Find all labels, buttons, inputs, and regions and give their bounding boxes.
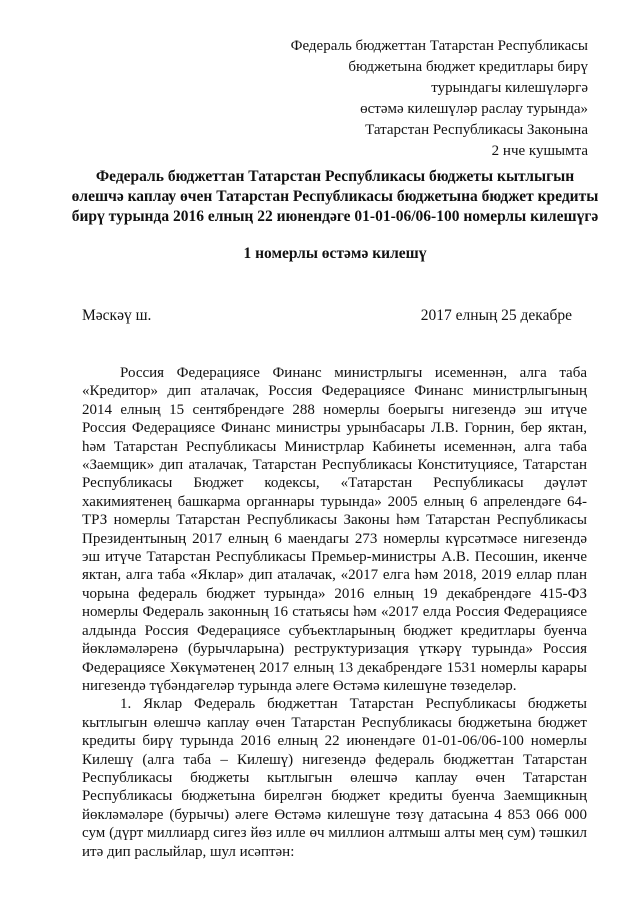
header-line: бюджетына бюджет кредитлары бирү xyxy=(348,59,588,75)
document-subtitle: 1 номерлы өстәмә килешү xyxy=(243,245,427,262)
annex-header xyxy=(291,36,588,162)
header-line: турындагы килешүләргә xyxy=(431,80,588,96)
agreement-body xyxy=(82,364,587,861)
place-of-signing: Мәскәү ш. xyxy=(82,307,152,324)
document-title: Федераль бюджеттан Татарстан Республикасы бюджеты кытлыгын өлешчә каплау өчен Татарстан Республикасы бюджетына бюджет кредиты бирү турында 2016 елның 22 июнендәге 01-01-06/06-100 номерлы килешүгә xyxy=(71,168,599,225)
signing-date: 2017 елның 25 декабре xyxy=(420,307,572,324)
body-paragraph: 1. Яклар Федераль бюджеттан Татарстан Республикасы бюджеты кытлыгын өлешчә каплау өчен Татарстан Республикасы бюджетына бюджет кредиты бирү турында 2016 елның 22 июнендәге 01-01-06/06-100 номерлы Килешү (алга таба – Килешү) нигезендә федераль бюджеттан Татарстан Республикасы бюджеты кытлыгын өлешчә каплау өчен Татарстан Республикасы бюджетына бирелгән бюджет кредиты буенча Заемщикның йөкләмәләре (бурычы) әлеге Өстәмә килешүне төзү датасына 4 853 066 000 сум (дүрт миллиард сигез йөз илле өч миллион алтмыш алты мең сум) тәшкил итә дип раслыйлар, шул исәптән: xyxy=(82,696,587,860)
header-line: 2 нче кушымта xyxy=(491,143,588,159)
header-line: Татарстан Республикасы Законына xyxy=(365,122,588,138)
header-line: өстәмә килешүләр раслау турында» xyxy=(360,101,588,117)
body-paragraph: Россия Федерациясе Финанс министрлыгы исеменнән, алга таба «Кредитор» дип аталачак, Россия Федерациясе Финанс министрлыгының 2014 елның 15 сентябрендәге 288 номерлы боерыгы нигезендә эш итүче Россия Федерациясе Финанс министры урынбасары Л.В. Горнин, бер яктан, һәм Татарстан Республикасы Министрлар Кабинеты исеменнән, алга таба «Заемщик» дип аталачак, Татарстан Республикасы Конституциясе, Татарстан Республикасы Бюджет кодексы, «Татарстан Республикасы дәүләт хакимиятенең башкарма органнары турында» 2005 елның 6 апрелендәге 64-ТРЗ номерлы Татарстан Республикасы Законы һәм Татарстан Республикасы Президентының 2017 елның 6 маендагы 273 номерлы күрсәтмәсе нигезендә эш итүче Татарстан Республикасы Премьер-министры А.В. Песошин, икенче яктан, алга таба «Яклар» дип аталачак, «2017 елга һәм 2018, 2019 еллар план чорына федераль бюджет турында» 2016 елның 19 декабрендәге 415-ФЗ номерлы Федераль законның 16 статьясы һәм «2017 елда Россия Федерациясе алдында Россия Федерациясе субъектларының бюджет кредитлары буенча йөкләмәләренә (бурычларына) реструктуризация үткәрү турында» Россия Федерациясе Хөкүмәтенең 2017 елның 13 декабрендәге 1531 номерлы карары нигезендә түбәндәгеләр турында әлеге Өстәмә килешүне төзеделәр. xyxy=(82,365,587,694)
header-line: Федераль бюджеттан Татарстан Республикасы xyxy=(290,38,588,54)
